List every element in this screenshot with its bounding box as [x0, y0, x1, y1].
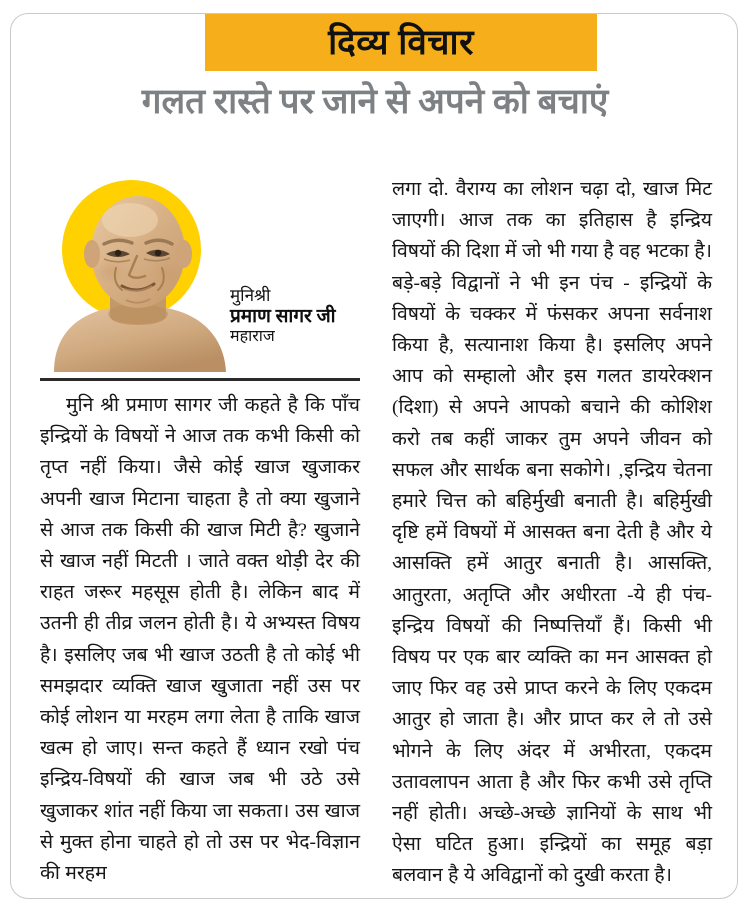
author-block	[40, 172, 360, 372]
column-left	[40, 172, 360, 885]
article-headline: गलत रास्ते पर जाने से अपने को बचाएं	[141, 82, 609, 121]
article-columns	[40, 172, 712, 887]
masthead-title: दिव्य विचार	[328, 23, 474, 62]
author-honorific: मुनिश्री	[230, 286, 271, 305]
author-name-block	[230, 286, 362, 347]
article-body-left: मुनि श्री प्रमाण सागर जी कहते है कि पाँच इन्द्रियों के विषयों ने आज तक कभी किसी को तृप्त नहीं किया। जैसे कोई खाज खुजाकर अपनी खाज मिटाना चाहता है तो क्या खुजाने से आज तक किसी की खाज मिटी है? खुजाने से खाज नहीं मिटती । जाते वक्त थोड़ी देर की राहत जरूर महसूस होती है। लेकिन बाद में उतनी ही तीव्र जलन होती है। ये अभ्यस्त विषय है। इसलिए जब भी खाज उठती है तो कोई भी समझदार व्यक्ति खाज खुजाता नहीं उस पर कोई लोशन या मरहम लगा लेता है ताकि खाज खत्म हो जाए। सन्त कहते हैं ध्यान रखो पंच इन्द्रिय-विषयों की खाज जब भी उठे उसे खुजाकर शांत नहीं किया जा सकता। उस खाज से मुक्त होना चाहते हो तो उस पर भेद-विज्ञान की मरहम	[40, 395, 360, 885]
column-divider-rule	[40, 378, 360, 381]
author-name: प्रमाण सागर जी	[230, 306, 336, 328]
column-right	[392, 172, 712, 887]
monk-portrait-icon	[48, 190, 226, 372]
author-suffix: महाराज	[230, 328, 275, 346]
article-body-right: लगा दो. वैराग्य का लोशन चढ़ा दो, खाज मिट जाएगी। आज तक का इतिहास है इन्द्रिय विषयों की दिशा में जो भी गया है वह भटका है। बड़े-बड़े विद्वानों ने भी इन पंच - इन्द्रियों के विषयों के चक्कर में फंसकर अपना सर्वनाश किया है, सत्यानाश किया है। इसलिए अपने आप को सम्हालो और इस गलत डायरेक्शन (दिशा) से अपने आपको बचाने की कोशिश करो तब कहीं जाकर तुम अपने जीवन को सफल और सार्थक बना सकोगे। ‚इन्द्रिय चेतना हमारे चित्त को बहिर्मुखी बनाती है। बहिर्मुखी दृष्टि हमें विषयों में आसक्त बना देती है और ये आसक्ति हमें आतुर बनाती है। आसक्ति, आतुरता, अतृप्ति और अधीरता -ये ही पंच-इन्द्रिय विषयों की निष्पत्तियाँ हैं। किसी भी विषय पर एक बार व्यक्ति का मन आसक्त हो जाए फिर वह उसे प्राप्त करने के लिए एकदम आतुर हो जाता है। और प्राप्त कर ले तो उसे भोगने के लिए अंदर में अभीरता, एकदम उतावलापन आता है और फिर कभी उसे तृप्ति नहीं होती। अच्छे-अच्छे ज्ञानियों के साथ भी ऐसा घटित हुआ। इन्द्रियों का समूह बड़ा बलवान है ये अविद्वानों को दुखी करता है।	[392, 179, 712, 887]
masthead-banner	[205, 14, 597, 71]
